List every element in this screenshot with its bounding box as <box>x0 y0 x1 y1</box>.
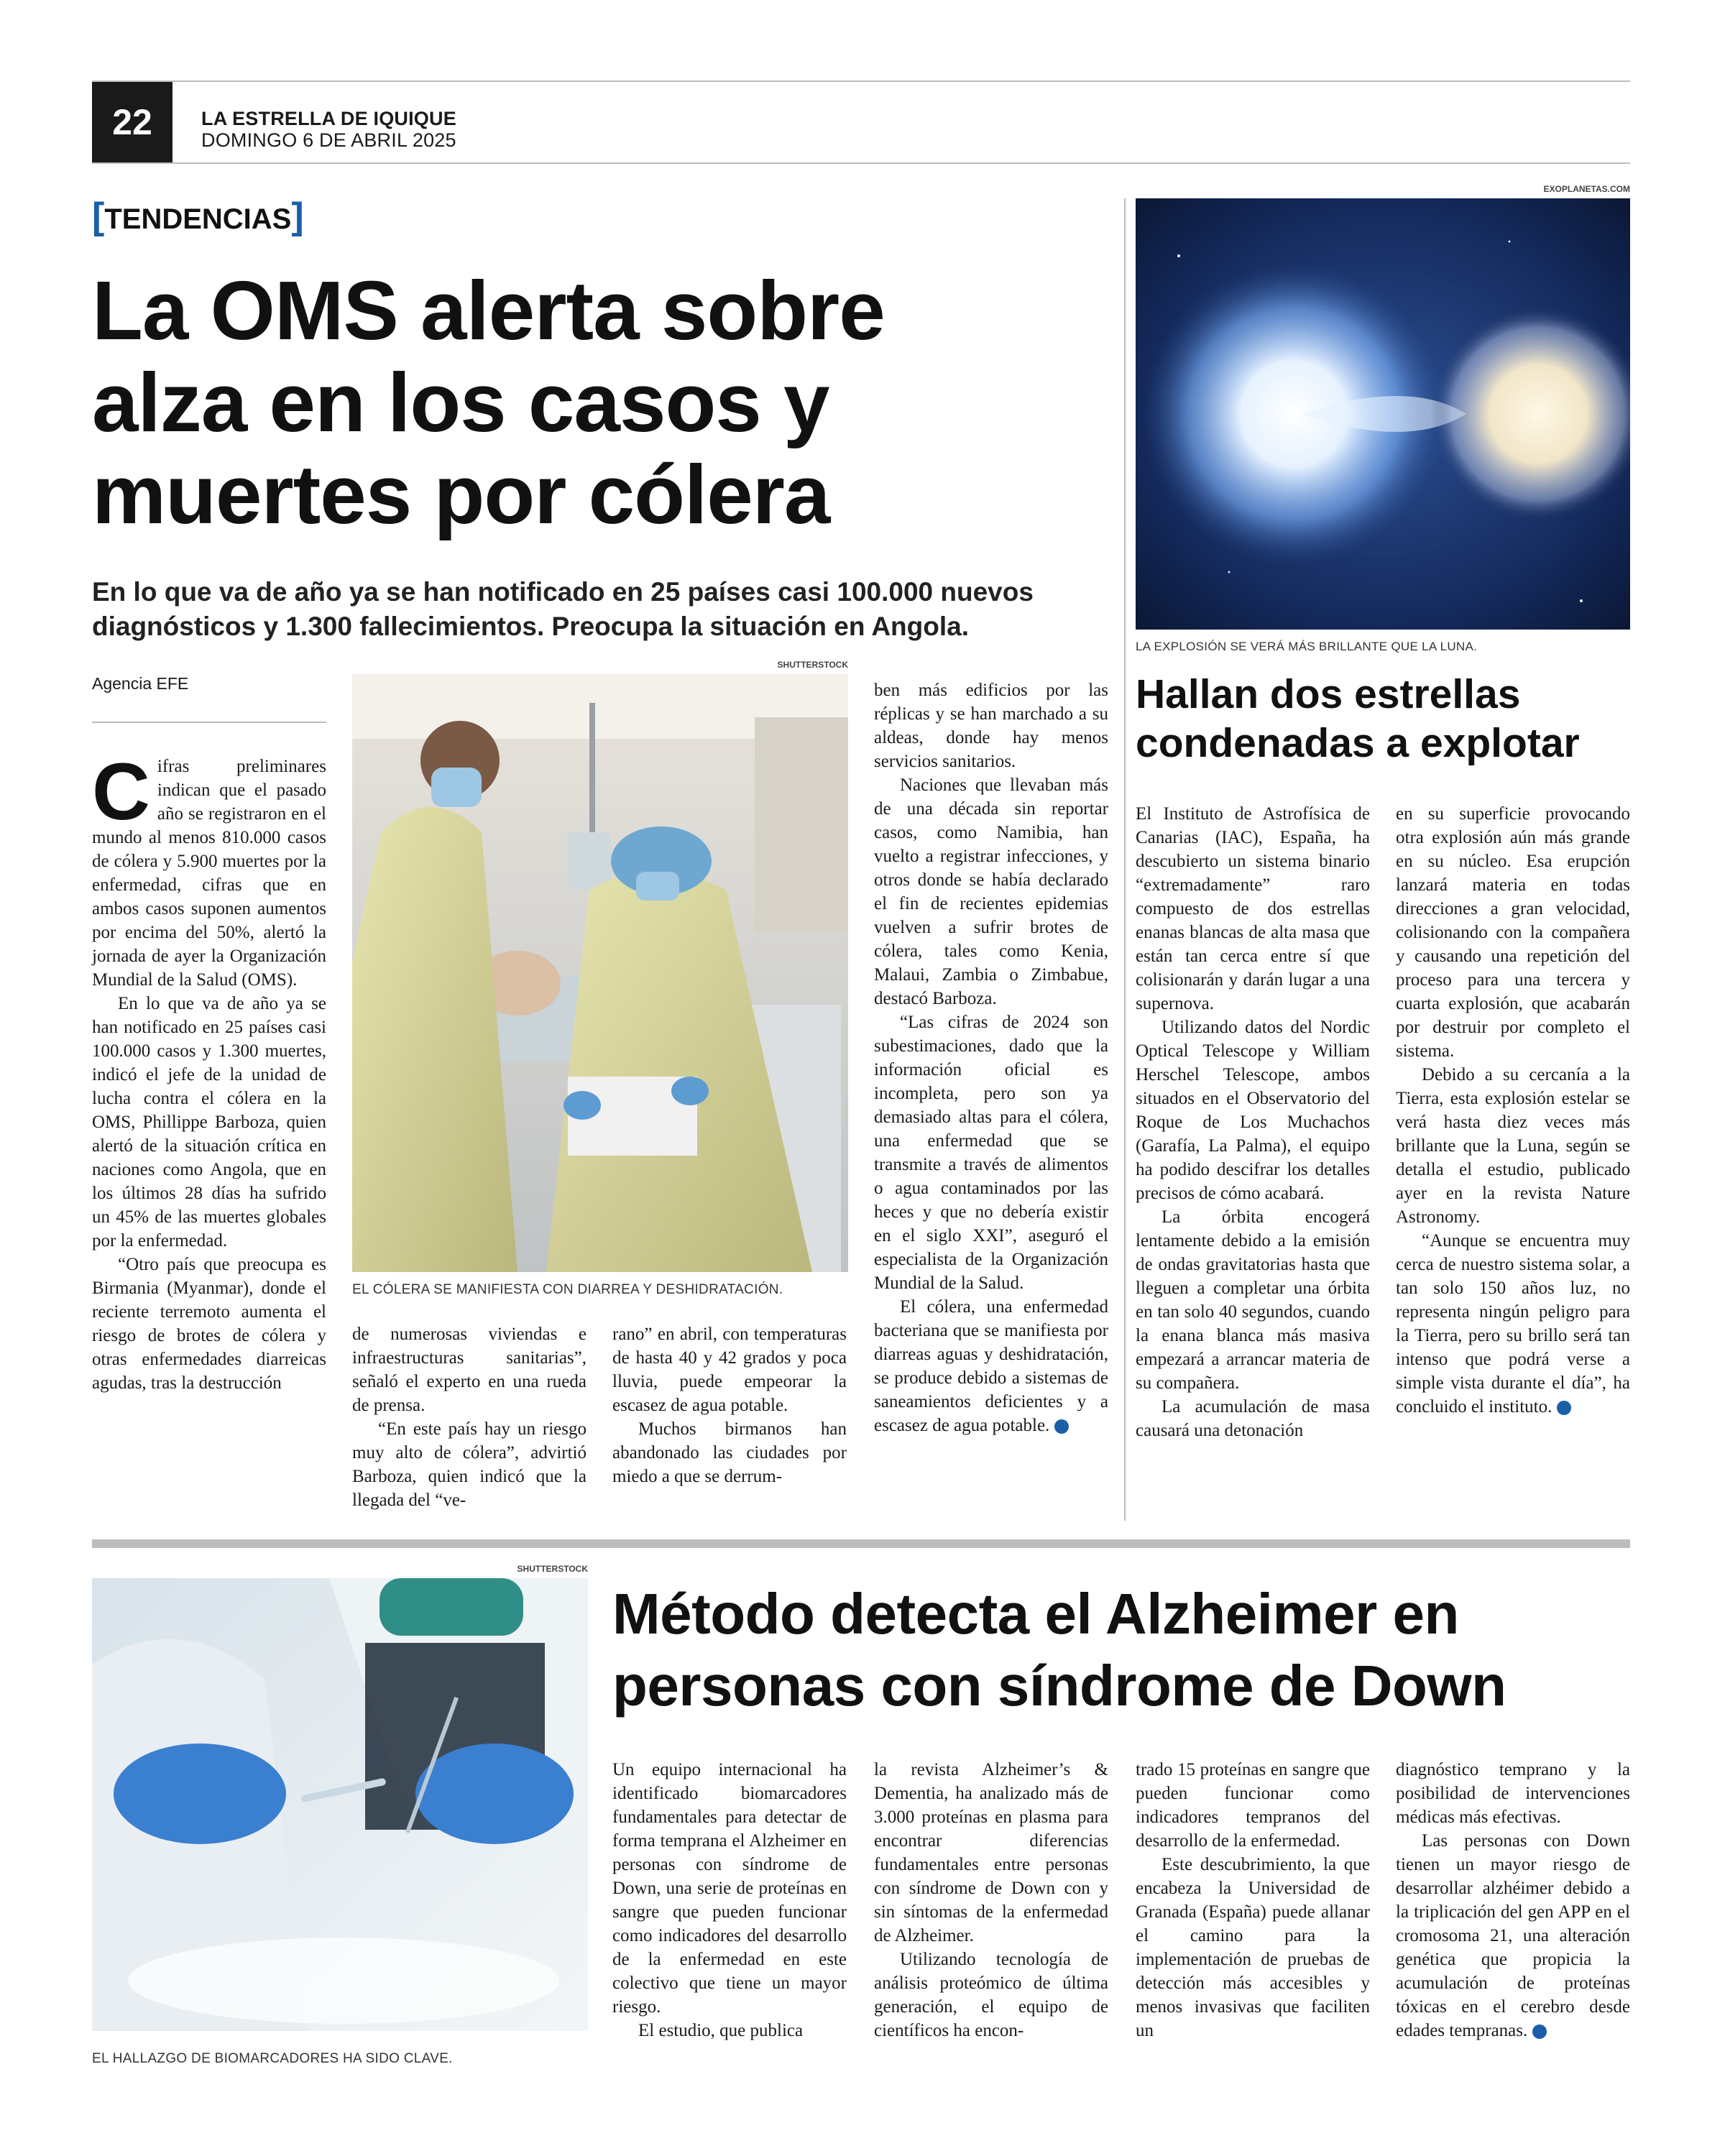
stars-col-1 <box>1136 802 1370 1442</box>
alz-col-4 <box>1396 1758 1630 2042</box>
main-col4-para-1: ben más edificios por las réplicas y se han marchado a su aldeas, donde hay menos servicios sanitarios. <box>874 681 1108 771</box>
alz-col-1 <box>612 1758 847 2042</box>
alz-col-3 <box>1136 1758 1370 2042</box>
alz-headline <box>612 1578 1630 1722</box>
main-col4-para-4: El cólera, una enfermedad bacteriana que se manifiesta por diarreas aguas y deshidratación, se produce debido a sistemas de saneamientos deficientes y a escasez de agua potable. <box>874 1297 1108 1435</box>
end-of-article-icon: ✪ <box>1557 1401 1571 1415</box>
alz-col4-para-1: diagnóstico temprano y la posibilidad de intervenciones médicas más efectivas. <box>1396 1760 1630 1827</box>
main-col4-para-2: Naciones que llevaban más de una década sin reportar casos, como Namibia, han vuelto a registrar infecciones, y otros donde se había declarado el fin de recientes epidemias vuelven a sufrir brotes de cólera, tales como Kenia, Malaui, Zambia o Zimbabue, destacó Barboza. <box>874 775 1108 1008</box>
main-photo-caption: EL CÓLERA SE MANIFIESTA CON DIARREA Y DESHIDRATACIÓN. <box>352 1282 783 1297</box>
stars-col1-para-1: El Instituto de Astrofísica de Canarias (IAC), España, ha descubierto un sistema binario “extremadamente” raro compuesto de dos estrellas enanas blancas de alta masa que están tan cerca entre sí que colisionarán y darán lugar a una supernova. <box>1136 804 1370 1013</box>
page-number-box <box>92 82 172 162</box>
stars-col2-para-2: Debido a su cercanía a la Tierra, esta explosión estelar se verá hasta diez veces más brillante que la Luna, según se detalla el estudio, publicado ayer en la revista Nature Astronomy. <box>1396 1065 1630 1227</box>
publication-date: DOMINGO 6 DE ABRIL 2025 <box>201 129 456 151</box>
section-label: TENDENCIAS <box>104 203 292 235</box>
alz-col3-para-2: Este descubrimiento, la que encabeza la Universidad de Granada (España) puede allanar el camino para la implementación de pruebas de detección más accesibles y menos invasivas que faciliten un <box>1136 1855 1370 2040</box>
alz-headline-line-1: Método detecta el Alzheimer en <box>612 1582 1459 1646</box>
stars-col1-para-3: La órbita encogerá lentamente debido a la emisión de ondas gravitatorias hasta que lleguen a completar una órbita en tan solo 40 segundos, cuando la enana blanca más masiva empezará a arrancar materia de su compañera. <box>1136 1207 1370 1393</box>
stars-col2-para-3: “Aunque se encuentra muy cerca de nuestro sistema solar, a tan solo 150 años luz, no representa ningún peligro para la Tierra, pero su brillo será tan intenso que podrá verse a simple vista durante el día”, ha concluido el instituto. <box>1396 1231 1630 1416</box>
main-col1-para-1: ifras preliminares indican que el pasado año se registraron en el mundo al menos 810.000 casos de cólera y 5.900 muertes por la enfermedad, cifras que en ambos casos suponen aumentos por encima del 50%, alertó la jornada de ayer la Organización Mundial de la Salud (OMS). <box>92 757 326 990</box>
alz-photo-caption: EL HALLAZGO DE BIOMARCADORES HA SIDO CLAVE. <box>92 2051 453 2066</box>
stars-col1-para-4: La acumulación de masa causará una detonación <box>1136 1397 1370 1440</box>
byline-rule <box>92 722 326 723</box>
main-headline <box>92 264 1113 540</box>
stars-photo-credit: EXOPLANETAS.COM <box>1543 184 1630 194</box>
alz-col-2 <box>874 1758 1108 2042</box>
byline: Agencia EFE <box>92 674 189 693</box>
end-of-article-icon: ✪ <box>1054 1419 1069 1434</box>
main-photo-credit: SHUTTERSTOCK <box>777 660 848 670</box>
stars-headline-line-1: Hallan dos estrellas <box>1136 671 1521 717</box>
main-photo <box>352 674 848 1272</box>
main-article-col-3 <box>612 1322 847 1488</box>
main-col3-para-2: Muchos birmanos han abandonado las ciudades por miedo a que se derrum- <box>612 1419 847 1486</box>
main-headline-line-1: La OMS alerta sobre <box>92 264 885 357</box>
main-article-col-2 <box>352 1322 586 1512</box>
alz-col1-para-1: Un equipo internacional ha identificado biomarcadores fundamentales para detectar de forma temprana el Alzheimer en personas con síndrome de Down, una serie de proteínas en sangre que pueden funcionar como indicadores del desarrollo de la enfermedad en este colectivo que tiene un mayor riesgo. <box>612 1760 847 2017</box>
stars-col1-para-2: Utilizando datos del Nordic Optical Telescope y William Herschel Telescope, ambos situados en el Observatorio del Roque de Los Muchachos (Garafía, La Palma), el equipo ha podido descifrar los detalles precisos de cómo acabará. <box>1136 1018 1370 1203</box>
end-of-article-icon: ✪ <box>1532 2024 1547 2039</box>
alz-col1-para-2: El estudio, que publica <box>638 2021 804 2040</box>
main-subhead: En lo que va de año ya se han notificado en 25 países casi 100.000 nuevos diagnósticos y 1.300 fallecimientos. Preocupa la situación en Angola. <box>92 577 1034 641</box>
main-headline-line-2: alza en los casos y <box>92 356 829 449</box>
main-article-col-4 <box>874 678 1108 1437</box>
alz-col3-para-1: trado 15 proteínas en sangre que pueden funcionar como indicadores tempranos del desarrollo de la enfermedad. <box>1136 1760 1370 1851</box>
dropcap-letter: C <box>92 747 150 837</box>
section-tag: [TENDENCIAS] <box>92 195 304 237</box>
main-col2-para-1: de numerosas viviendas e infraestructuras sanitarias”, señaló el experto en una rueda de prensa. <box>352 1325 586 1415</box>
section-divider <box>92 1539 1630 1548</box>
stars-col2-para-1: en su superficie provocando otra explosión aún más grande en su núcleo. Esa erupción lanzará materia en todas direcciones a gran velocidad, colisionando con la compañera y causando una repetición del proceso para una tercera y cuarta explosión, que acabarán por destruir por completo el sistema. <box>1396 804 1630 1061</box>
main-col2-para-2: “En este país hay un riesgo muy alto de cólera”, advirtió Barboza, quien indicó que la llegada del “ve- <box>352 1419 586 1510</box>
publication-name: LA ESTRELLA DE IQUIQUE <box>201 108 456 129</box>
stars-photo <box>1136 198 1630 630</box>
main-col3-para-1: rano” en abril, con temperaturas de hasta 40 y 42 grados y poca lluvia, puede empeorar la escasez de agua potable. <box>612 1325 847 1415</box>
main-col1-para-3: “Otro país que preocupa es Birmania (Myanmar), donde el reciente terremoto aumenta el riesgo de brotes de cólera y otras enfermedades diarreicas agudas, tras la destrucción <box>92 1255 326 1393</box>
alz-col2-para-2: Utilizando tecnología de análisis proteómico de última generación, el equipo de científicos ha encon- <box>874 1950 1108 2040</box>
main-headline-line-3: muertes por cólera <box>92 448 830 541</box>
main-col1-para-2: En lo que va de año ya se han notificado en 25 países casi 100.000 casos y 1.300 muertes, indicó el jefe de la unidad de lucha contra el cólera en la OMS, Phillippe Barboza, quien alertó de la situación crítica en naciones como Angola, que en los últimos 28 días ha sufrido un 45% de las muertes globales por la enfermedad. <box>92 994 326 1250</box>
alz-col4-para-2: Las personas con Down tienen un mayor riesgo de desarrollar alzhéimer debido a la triplicación del gen APP en el cromosoma 21, una alteración genética que propicia la acumulación de proteínas tóxicas en el cerebro desde edades tempranas. <box>1396 1831 1630 2040</box>
alz-photo-credit: SHUTTERSTOCK <box>517 1564 588 1574</box>
alz-col2-para-1: la revista Alzheimer’s & Dementia, ha analizado más de 3.000 proteínas en plasma para encontrar diferencias fundamentales entre personas con síndrome de Down con y sin síntomas de la enfermedad de Alzheimer. <box>874 1760 1108 1945</box>
stars-headline <box>1136 670 1630 768</box>
top-rule <box>92 80 1630 82</box>
stars-headline-line-2: condenadas a explotar <box>1136 720 1580 766</box>
alz-headline-line-2: personas con síndrome de Down <box>612 1654 1506 1718</box>
stars-photo-caption: LA EXPLOSIÓN SE VERÁ MÁS BRILLANTE QUE LA LUNA. <box>1136 640 1478 653</box>
page-number: 22 <box>112 102 152 142</box>
main-article-col-1 <box>92 747 326 1395</box>
column-separator <box>1124 198 1126 1521</box>
stars-col-2 <box>1396 802 1630 1419</box>
alz-photo <box>92 1578 588 2031</box>
main-col4-para-3: “Las cifras de 2024 son subestimaciones, dado que la información oficial es incompleta, pero son ya demasiado altas para el cólera, una enfermedad que se transmite a través de alimentos o agua contaminados por las heces y que no debería existir en el siglo XXI”, aseguró el especialista de la Organización Mundial de la Salud. <box>874 1013 1108 1293</box>
header-rule <box>92 162 1630 164</box>
